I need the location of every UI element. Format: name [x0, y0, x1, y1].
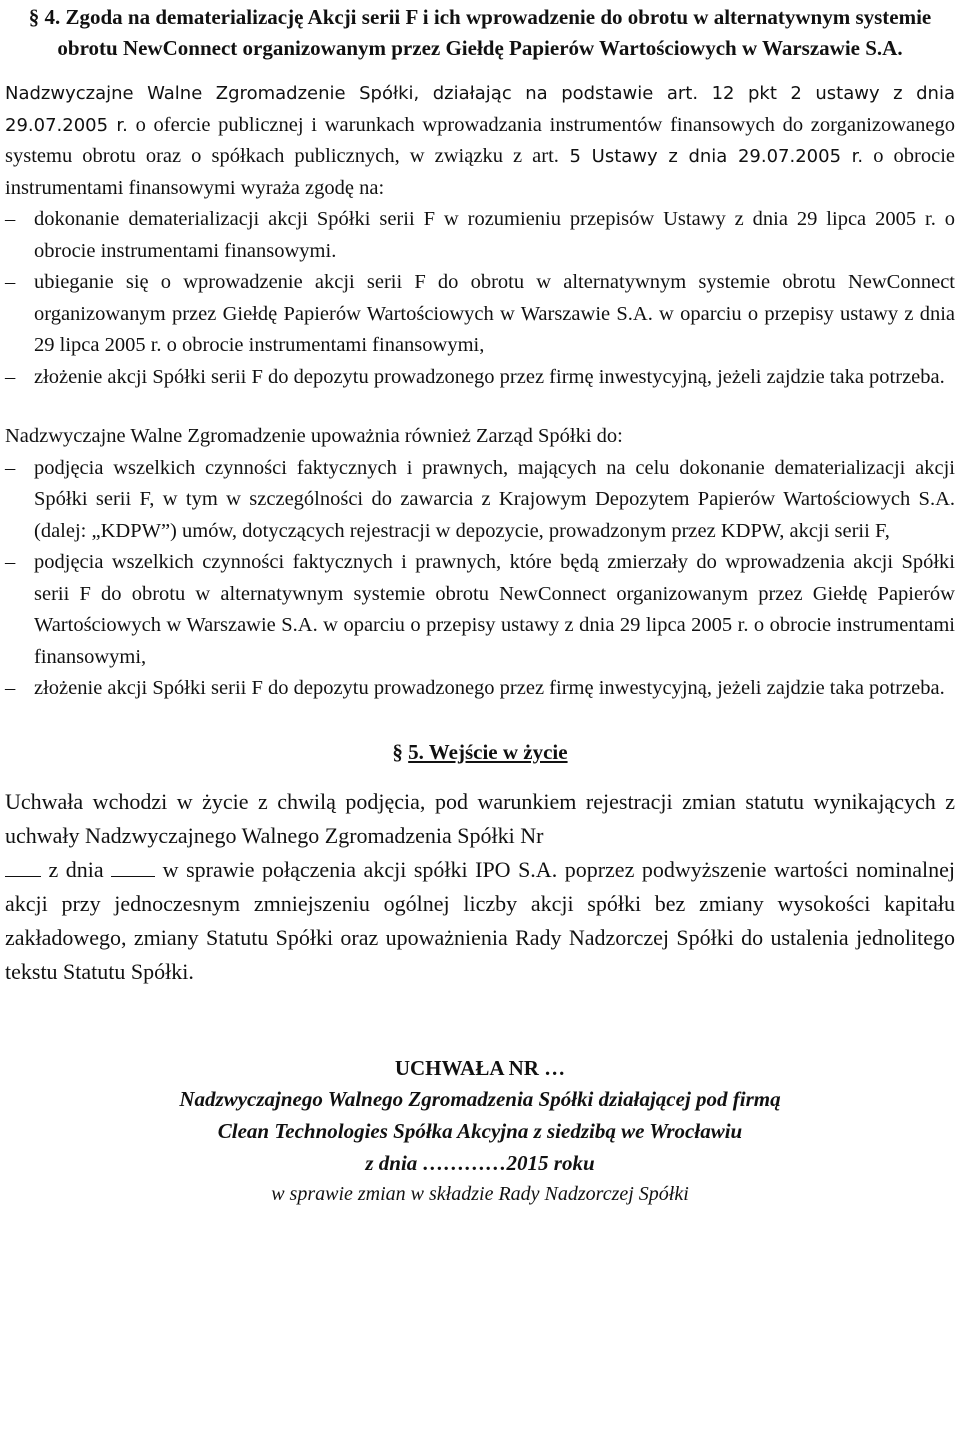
resolution-title: UCHWAŁA NR …	[394, 1055, 566, 1080]
authorization-list	[5, 453, 955, 705]
section-4-intro: Nadzwyczajne Walne Zgromadzenie Spółki, działając na podstawie art. 12 pkt 2 ustawy z dnia 29.07.2005 r. o ofercie publicznej i warunkach wprowadzania instrumentów finansowych do zorganizowanego systemu obrotu oraz o spółkach publicznych, w związku z art. 5 Ustawy z dnia 29.07.2005 r. o obrocie instrumentami finansowymi wyraża zgodę na:	[5, 83, 955, 199]
list-item: – ubieganie się o wprowadzenie akcji serii F do obrotu w alternatywnym systemie obrotu NewConnect organizowanym przez Giełdę Papierów Wartościowych w Warszawie S.A. w oparciu o przepisy ustawy z dnia 29 lipca 2005 r. o obrocie instrumentami finansowymi,	[5, 271, 955, 356]
blank-number-line	[5, 875, 41, 877]
section-5-heading	[5, 735, 955, 769]
section-sign: §	[28, 5, 40, 29]
resolution-body-line: Nadzwyczajnego Walnego Zgromadzenia Spółki działającej pod firmą	[179, 1086, 781, 1111]
blank-date-line	[111, 875, 155, 877]
consent-list	[5, 204, 955, 393]
list-item: – złożenie akcji Spółki serii F do depozytu prowadzonego przez firmę inwestycyjną, jeżeli zajdzie taka potrzeba.	[5, 365, 945, 388]
resolution-company-line: Clean Technologies Spółka Akcyjna z siedzibą we Wrocławiu	[217, 1118, 743, 1143]
list-item: – złożenie akcji Spółki serii F do depozytu prowadzonego przez firmę inwestycyjną, jeżeli zajdzie taka potrzeba.	[5, 677, 945, 699]
section-4-heading	[5, 0, 955, 64]
list-item: – podjęcia wszelkich czynności faktycznych i prawnych, mających na celu dokonanie dematerializacji akcji Spółki serii F, w tym w szczególności do zawarcia z Krajowym Depozytem Papierów Wartościowych S.A. (dalej: „KDPW”) umów, dotyczących rejestracji w depozycie, prowadzonym przez KDPW, akcji serii F,	[5, 456, 955, 542]
list-item: – podjęcia wszelkich czynności faktycznych i prawnych, które będą zmierzały do wprowadzenia akcji Spółki serii F do obrotu w alternatywnym systemie obrotu NewConnect organizowanym przez Giełdę Papierów Wartościowych w Warszawie S.A. w oparciu o przepisy ustawy z dnia 29 lipca 2005 r. o obrocie instrumentami finansowymi,	[5, 551, 955, 668]
section-sign: §	[392, 739, 403, 764]
resolution-subject: w sprawie zmian w składzie Rady Nadzorczej Spółki	[271, 1182, 689, 1205]
section-5-paragraph: Uchwała wchodzi w życie z chwilą podjęcia, pod warunkiem rejestracji zmian statutu wynikających z uchwały Nadzwyczajnego Walnego Zgromadzenia Spółki Nr z dnia w sprawie połączenia akcji spółki IPO S.A. poprzez podwyższenie wartości nominalnej akcji przy jednoczesnym zmniejszeniu ogólnej liczby akcji spółki bez zmiany wysokości kapitału zakładowego, zmiany Statutu Spółki oraz upoważnienia Rady Nadzorczej Spółki do ustalenia jednolitego tekstu Statutu Spółki.	[5, 788, 955, 984]
section-5-title: 5. Wejście w życie	[408, 739, 568, 764]
resolution-date-line: z dnia …………2015 roku	[365, 1150, 595, 1175]
authorization-intro: Nadzwyczajne Walne Zgromadzenie upoważnia również Zarząd Spółki do:	[5, 425, 623, 447]
list-item: – dokonanie dematerializacji akcji Spółki serii F w rozumieniu przepisów Ustawy z dnia 29 lipca 2005 r. o obrocie instrumentami finansowymi.	[5, 208, 955, 262]
section-4-title: 4. Zgoda na dematerializację Akcji serii F i ich wprowadzenie do obrotu w alternatywnym systemie obrotu NewConnect organizowanym przez Giełdę Papierów Wartościowych w Warszawie S.A.	[44, 5, 932, 60]
